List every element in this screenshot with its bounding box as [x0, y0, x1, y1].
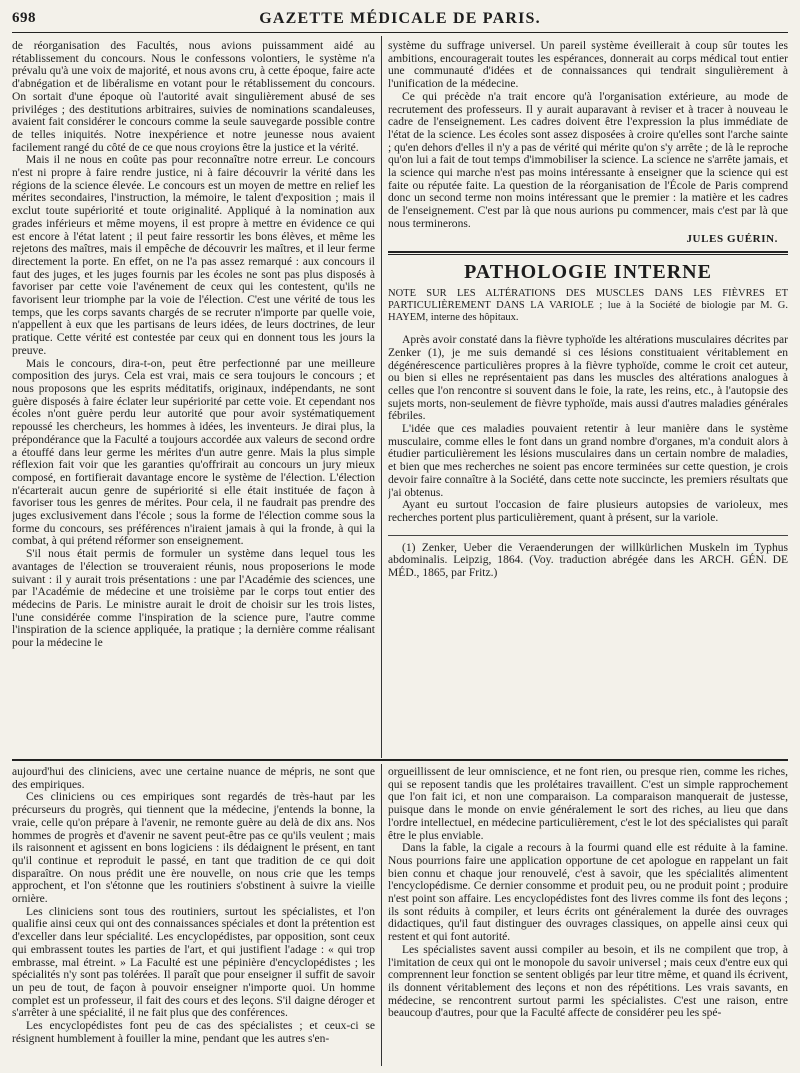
footnote-rule [388, 535, 788, 536]
page-number: 698 [12, 10, 36, 26]
paragraph: aujourd'hui des cliniciens, avec une certaine nuance de mépris, ne sont que des empiriques. [12, 766, 375, 791]
paragraph: Les encyclopédistes font peu de cas des spécialistes ; et ceux-ci se résignent humblement à fouiller la mine, pendant que les autres s'en- [12, 1020, 375, 1045]
column-divider-bottom [381, 764, 382, 1066]
paragraph: Ce qui précède n'a trait encore qu'à l'organisation extérieure, au mode de recrutement des professeurs. Il y aurait auparavant à reviser et à tracer à nouveau le cadre de l'enseignement. Les cadres doivent être l'expression la plus immédiate de l'état de la science. Les écoles sont assez disposées à croire qu'elles sont l'arche sainte ; qu'en dehors d'elles il n'y a pas de vérité qui mérite qu'on s'y arrête ; de là le reproche qu'on lui a fait de tout temps d'immobiliser la science. La science ne s'arrête jamais, et la science qui marche n'est pas moins intéressante à enseigner que la science qui est faite ou réputée faite. La question de la réorganisation de l'École de Paris comprend donc un second terme non moins intéressant que le premier : la matière et les cadres de l'enseignement. C'est par là que nous aurions pu commencer, mais c'est par là que nous terminerons. [388, 90, 788, 230]
top-left-column [12, 40, 375, 755]
horizontal-divider [12, 759, 788, 761]
author-signature: JULES GUÉRIN. [686, 232, 778, 245]
article-title: NOTE SUR LES ALTÉRATIONS DES MUSCLES DANS LES FIÈVRES ET PARTICULIÈREMENT DANS LA VARIOLE ; lue à la Société de biologie par M. G. HAYEM, interne des hôpitaux. [388, 287, 788, 323]
column-divider-top [381, 36, 382, 758]
top-right-column [388, 40, 788, 755]
paragraph: Dans la fable, la cigale a recours à la fourmi quand elle est réduite à la famine. Nous pourrions faire une application opportune de cet apologue en rappelant un fait bien connu et chaque jour renouvelé, c'est à savoir, que les spécialités alimentent l'encyclopédisme. Ce dernier consomme et produit peu, ou ne produit point ; produire n'est point son affaire. Les encyclopédistes font des livres comme ils font des leçons ; ils sont réduits à compiler, et leurs écrits ont généralement la durée des ouvrages didactiques, qu'il faut distinguer des ouvrages classiques, on appelle ainsi ceux qui restent et qui font autorité. [388, 842, 788, 944]
bottom-right-column [388, 766, 788, 1066]
paragraph: Mais le concours, dira-t-on, peut être perfectionné par une meilleure composition des jurys. Cela est vrai, mais ce sera toujours le concours ; et nous proposons que les esprits méditatifs, originaux, indépendants, ne sont guère disposés à faire éclater leur supériorité par cette voie. Et cependant nos écoles n'ont guère perdu leur autorité que pour avoir systématiquement repoussé les chercheurs, les hommes à idées, les inventeurs. Je dirai plus, la prépondérance que la Faculté a toujours accordée aux valeurs de second ordre a étouffé dans leur germe les mérites d'un autre genre. Mais la plus simple réflexion fait voir que les garanties qu'offrirait au concours un jury mieux composé, en fortifierait davantage encore le système de l'élection. L'élection n'écarterait aucun genre de supériorité si elle était instituée de façon à favoriser tous les genres de mérites. Pour cela, il ne faudrait pas prendre des juges exclusivement dans l'école ; sous la forme de l'élection comme sous la forme du concours, ses préférences n'iraient jamais à qui la fronde, à qui la combat, à qui prétend réformer son enseignement. [12, 357, 375, 548]
paragraph: orgueillissent de leur omniscience, et ne font rien, ou presque rien, comme les riches, qui se reposent tandis que les prolétaires travaillent. C'est un simple rapprochement que l'on fait ici, et non une comparaison. La comparaison manquerait de justesse, puisque dans le monde on envie généralement le sort des riches, au lieu que dans l'ordre intellectuel, en médecine particulièrement, c'est le lot des spécialistes qui paraît être le plus enviable. [388, 766, 788, 842]
paragraph: Ces cliniciens ou ces empiriques sont regardés de très-haut par les précurseurs du progrès, qui tiennent que la médecine, j'entends la bonne, la vraie, celle qu'on prépare à l'avenir, ne remonte guère au delà de dix ans. Nos hommes de progrès et d'avenir ne savent peut-être pas ce qu'ils veulent ; mais ils raisonnent et agissent en bons logiciens : ils dédaignent le présent, en tant qu'il continue et reproduit le passé, en tant que tradition de ce qui doit disparaître. On nous prédit une ère nouvelle, on nous crie que les temps approchent, et l'on s'étonne que les routiniers s'obstinent à suivre la vieille ornière. [12, 791, 375, 906]
paragraph: Les spécialistes savent aussi compiler au besoin, et ils ne compilent que trop, à l'imitation de ceux qui ont le monopole du savoir universel ; mais ceux d'entre eux qui comprennent leur fonction se sentent obligés par leur titre même, et quand ils écrivent, ils donnent véritablement des leçons et non des répétitions. Les vrais savants, en médecine, se rencontrent surtout parmi les spécialistes. C'est une raison, entre beaucoup d'autres, pour que la Faculté affecte de considérer peu les spé- [388, 943, 788, 1020]
paragraph: Les cliniciens sont tous des routiniers, surtout les spécialistes, et l'on qualifie ainsi ceux qui ont des connaissances spéciales et dont la prétention est d'exceller dans leur spécialité. Les encyclopédistes, par opposition, sont ceux qui embrassent toutes les parties de l'art, et qui justifient l'adage : « qui trop embrasse, mal étreint. » La Faculté est une pépinière d'encyclopédistes ; les spécialités n'y sont pas tolérées. Il paraît que pour enseigner il suffit de savoir un peu de tout, de façon à pouvoir enseigner n'importe quoi. Un homme complet est un professeur, il fait des cours et des leçons. S'il daigne déroger et s'arrêter à une spécialité, il ne fait plus que des conférences. [12, 905, 375, 1020]
page-header [12, 8, 788, 33]
paragraph: Mais il ne nous en coûte pas pour reconnaître notre erreur. Le concours n'est ni propre à faire rendre justice, ni à faire découvrir la vérité dans les régions de la science élevée. Le concours est un moyen de mettre en relief les mérites secondaires, l'instruction, la mémoire, le talent d'exposition ; mais il exclut toute supériorité et toute originalité. Appliqué à la nomination aux grades inférieurs et même moyens, il est propre à mettre en évidence ce qui est encore à l'état latent ; il peut faire ressortir les bons élèves, et même les rejetons des maîtres, mais il empêche de découvrir les maîtres, et il leur ferme directement la porte. En effet, on ne l'a pas assez remarqué : aux concours il faut des juges, et les juges fournis par les écoles ne sont pas plus disposés à favoriser par cette voie l'avénement de ceux qui les contestent, qu'ils ne favorisent leur triomphe par la voie de l'élection. C'est une vérité de tous les temps, que les corps savants chargés de se recruter n'importe par quelle voie, n'appellent à eux que les partisans de leurs idées, de leurs doctrines, de leur pratique. Cette vérité est contestée par ceux qui en donnent tous les jours la preuve. [12, 154, 375, 357]
paragraph: L'idée que ces maladies pouvaient retentir à leur manière dans le système musculaire, comme elles le font dans un grand nombre d'organes, m'a conduit alors à étudier particulièrement les lésions musculaires dans un certain nombre de maladies, et bien que mes recherches ne soient pas encore terminées sur cette question, je crois devoir faire connaître à la Société, dans cette note succincte, les premiers résultats que j'ai obtenus. [388, 423, 788, 499]
paragraph: système du suffrage universel. Un pareil système éveillerait à coup sûr toutes les ambitions, encouragerait toutes les espérances, donnerait au corps médical tout entier une communauté d'idées et de connaissances qui tendrait singulièrement à l'unification de la médecine. [388, 40, 788, 91]
paragraph: Ayant eu surtout l'occasion de faire plusieurs autopsies de varioleux, mes recherches portent plus particulièrement, quant à présent, sur la variole. [388, 499, 788, 524]
paragraph: Après avoir constaté dans la fièvre typhoïde les altérations musculaires décrites par Zenker (1), je me suis demandé si ces lésions constituaient véritablement en dégénérescence particulières propres à la fièvre typhoïde, comme le croit cet auteur, ou bien si elles ne représentaient pas dans les muscles des altérations analogues à celles que l'on rencontre si souvent dans le foie, la rate, les reins, etc., à l'autopsie des sujets morts, non-seulement de fièvre typhoïde, mais aussi d'autres maladies générales fébriles. [388, 334, 788, 423]
paragraph: S'il nous était permis de formuler un système dans lequel tous les avantages de l'élection se trouveraient réunis, nous proposerions le mode suivant : il y aurait trois présentations : une par l'Académie des sciences, une par l'Académie de médecine et une troisième par le corps tout entier des médecins de Paris. Le ministre aurait le droit de choisir sur les trois listes, l'une considérée comme l'inspiration de la science pure, l'autre comme l'inspiration de la science appliquée, la pratique ; la dernière comme réalisant pour la médecine le [12, 548, 375, 650]
section-rule-thick [388, 251, 788, 253]
bottom-left-column [12, 766, 375, 1066]
running-title: GAZETTE MÉDICALE DE PARIS. [259, 10, 541, 27]
section-title: PATHOLOGIE INTERNE [464, 260, 712, 283]
section-rule-thin [388, 254, 788, 255]
footnote: (1) Zenker, Ueber die Veraenderungen der willkürlichen Muskeln im Typhus abdominalis. Leipzig, 1864. (Voy. traduction abrégée dans les ARCH. GÉN. DE MÉD., 1865, par Fritz.) [388, 541, 788, 580]
paragraph: de réorganisation des Facultés, nous avions puissamment aidé au rétablissement du concours. Nous le confessons volontiers, le système n'a prévalu qu'à une voix de majorité, et nous avons cru, à cette époque, faire acte d'abnégation et de libéralisme en votant pour le rétablissement du concours. On sortait d'une époque où l'autorité avait singulièrement abusé de ses priviléges ; des destitutions arbitraires, suivies de nominations scandaleuses, avaient fait considérer le concours comme la seule sauvegarde possible contre de telles iniquités. Notre inexpérience et notre jeunesse nous avaient facilement rangé du côté de ce que nous croyions être la justice et la vérité. [12, 40, 375, 154]
